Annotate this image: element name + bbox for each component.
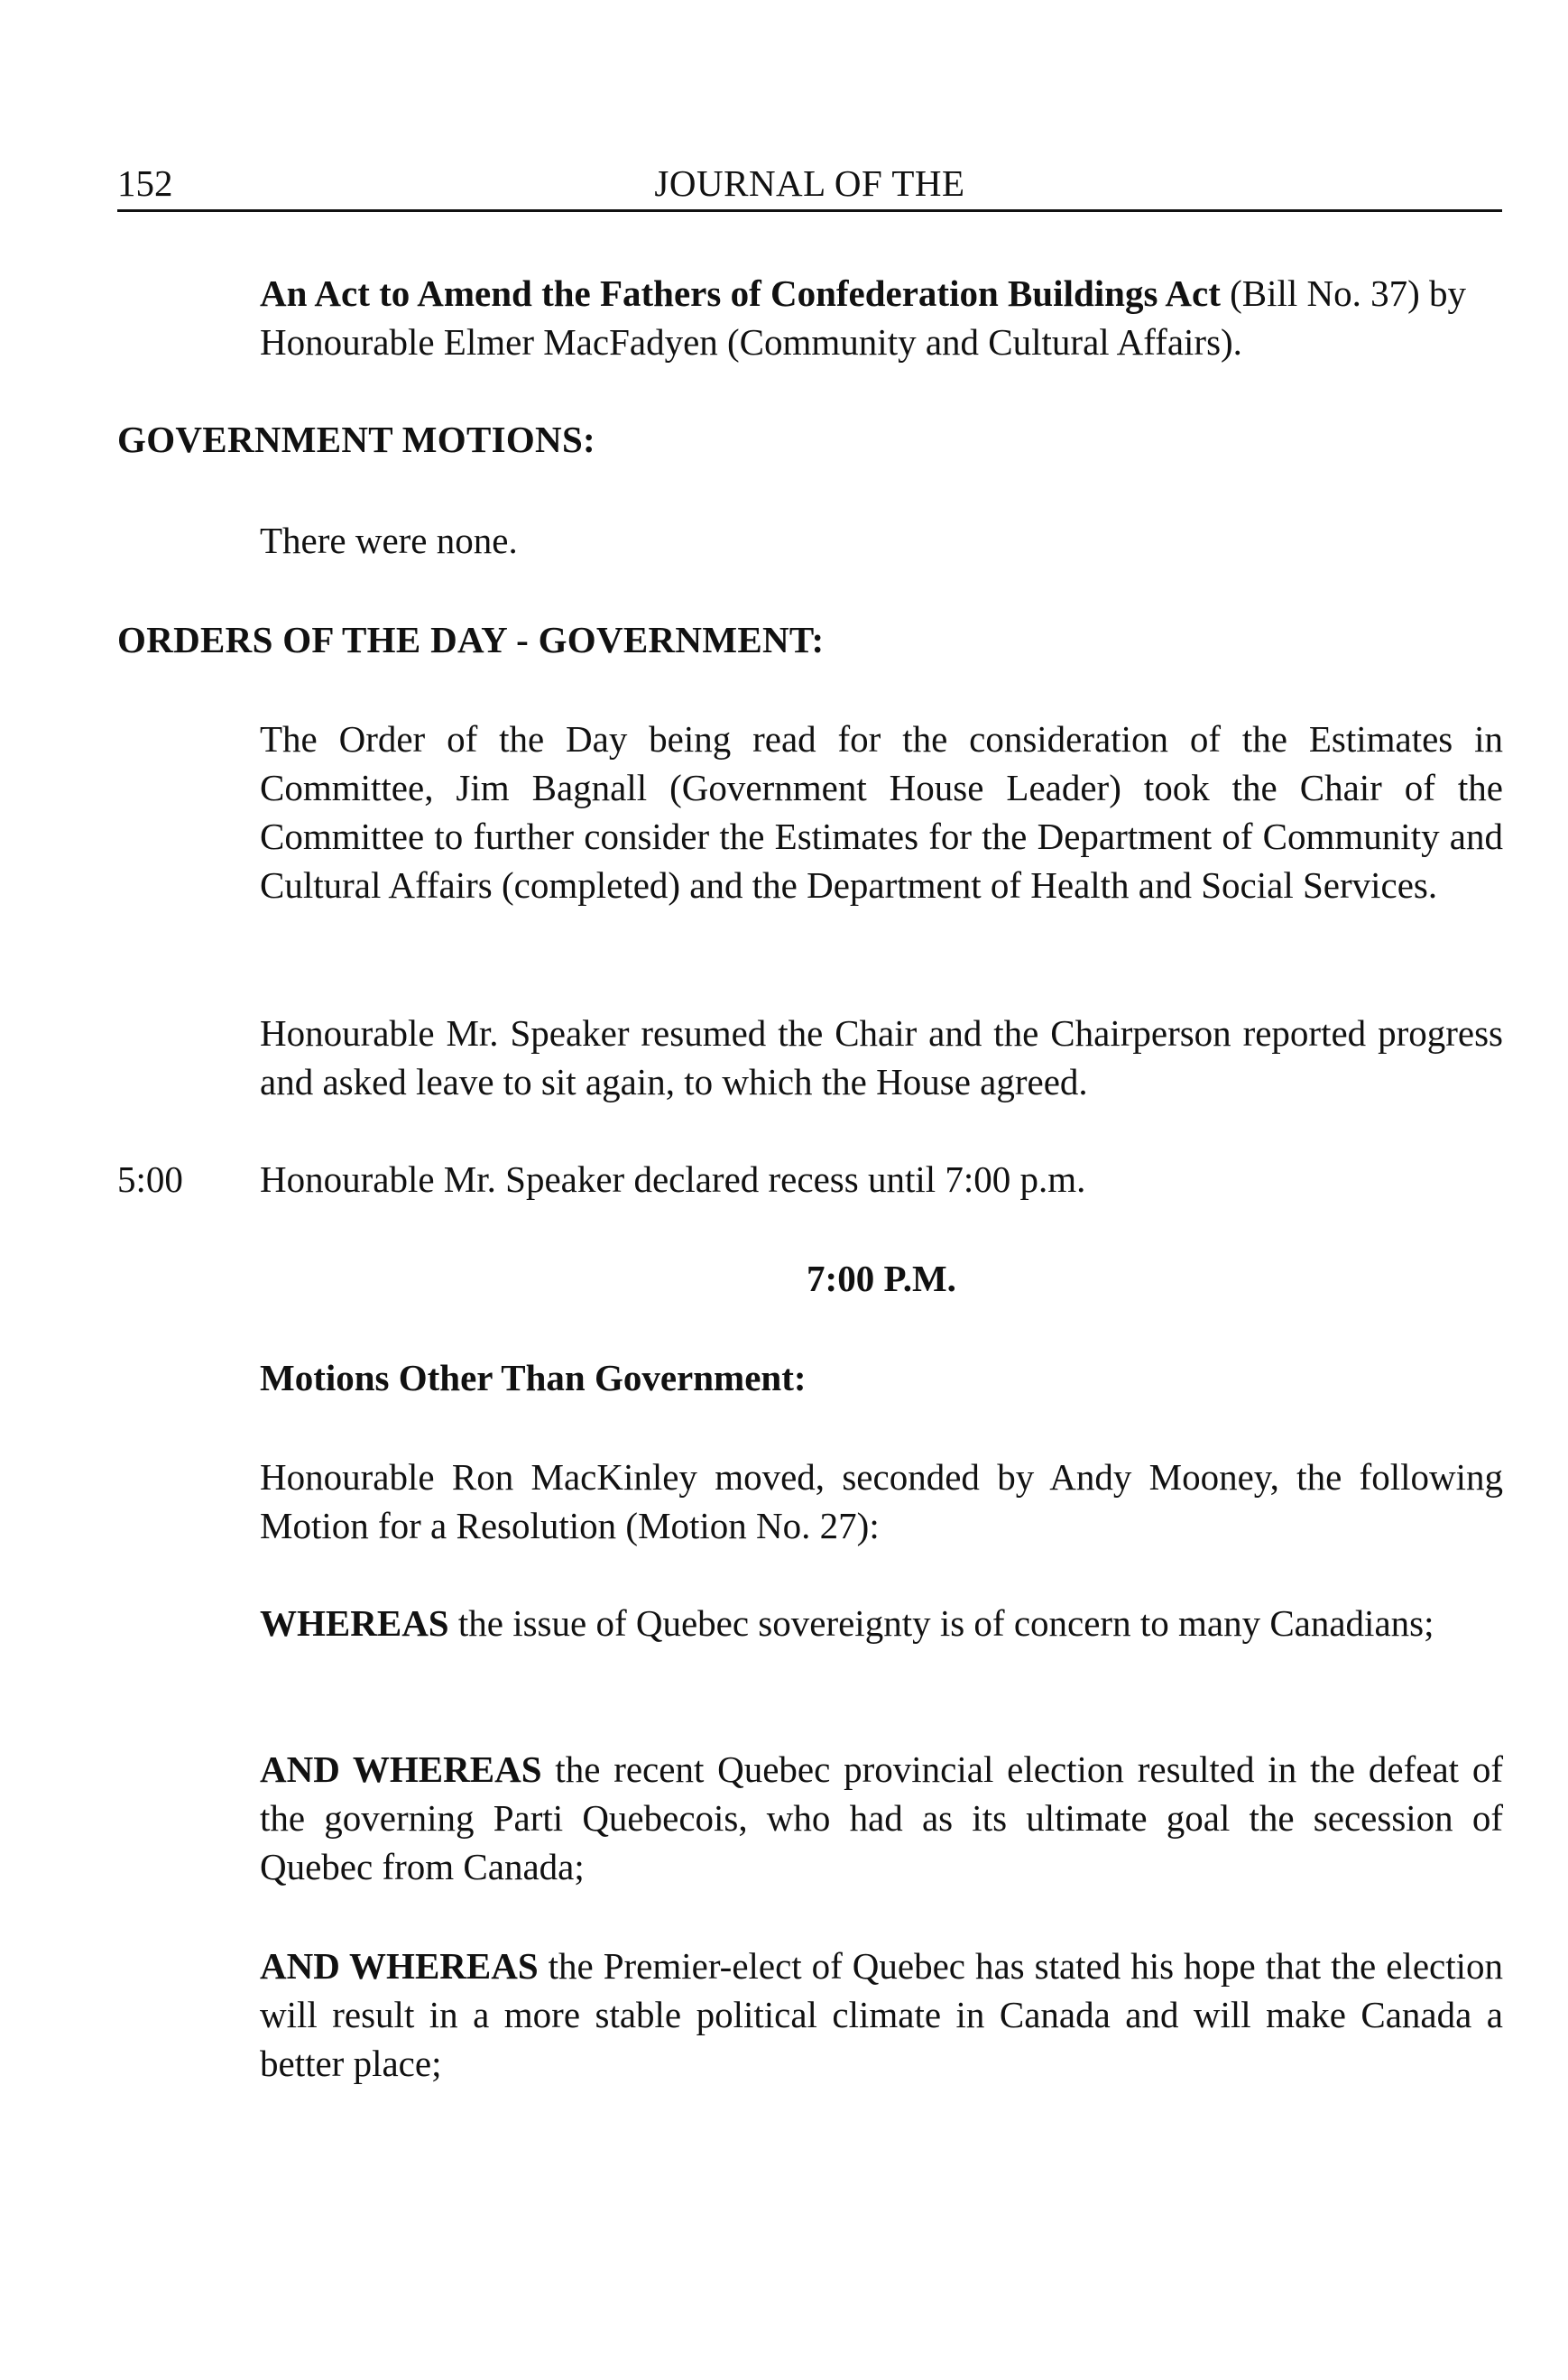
bill-details: (Bill No. 37) by Honourable Elmer MacFadyen (Community and Cultural Affairs).: [260, 272, 1467, 363]
bill-title: An Act to Amend the Fathers of Confederation Buildings Act: [260, 272, 1221, 314]
recess-text: Honourable Mr. Speaker declared recess until 7:00 p.m.: [260, 1158, 1086, 1200]
government-motions-text: There were none.: [260, 520, 518, 561]
speaker-resumed-paragraph: Honourable Mr. Speaker resumed the Chair and the Chairperson reported progress and asked leave to sit again, to which the House agreed.: [260, 1012, 1503, 1102]
evening-time-heading: 7:00 P.M.: [807, 1258, 956, 1299]
bill-entry: [260, 269, 1503, 366]
whereas-lead: WHEREAS: [260, 1602, 449, 1644]
whereas-clause-3: [260, 1942, 1503, 2088]
whereas-lead: AND WHEREAS: [260, 1945, 539, 1987]
orders-of-day-heading: ORDERS OF THE DAY - GOVERNMENT:: [117, 619, 825, 660]
whereas-text: the Premier-elect of Quebec has stated his hope that the election will result in a more stable political climate in Canada and will make Canada a better place;: [260, 1945, 1503, 2084]
page-number: 152: [117, 162, 173, 204]
running-head: JOURNAL OF THE: [654, 162, 965, 204]
whereas-text: the issue of Quebec sovereignty is of concern to many Canadians;: [448, 1602, 1434, 1644]
whereas-clause-1: [260, 1599, 1503, 1647]
government-motions-heading: GOVERNMENT MOTIONS:: [117, 419, 596, 460]
header-rule: [117, 209, 1502, 212]
whereas-text: the recent Quebec provincial election resulted in the defeat of the governing Parti Quebecois, who had as its ultimate goal the secession of Quebec from Canada;: [260, 1748, 1503, 1887]
recess-time: 5:00: [117, 1158, 183, 1200]
motions-other-heading: Motions Other Than Government:: [260, 1357, 807, 1398]
motion-intro: Honourable Ron MacKinley moved, seconded by Andy Mooney, the following Motion for a Resolution (Motion No. 27):: [260, 1456, 1503, 1546]
whereas-clause-2: [260, 1745, 1503, 1891]
whereas-lead: AND WHEREAS: [260, 1748, 542, 1790]
page-header: [117, 161, 1502, 211]
estimates-paragraph: The Order of the Day being read for the consideration of the Estimates in Committee, Jim Bagnall (Government House Leader) took the Chair of the Committee to further consider the Estimates for the Department of Community and Cultural Affairs (completed) and the Department of Health and Social Services.: [260, 718, 1503, 906]
